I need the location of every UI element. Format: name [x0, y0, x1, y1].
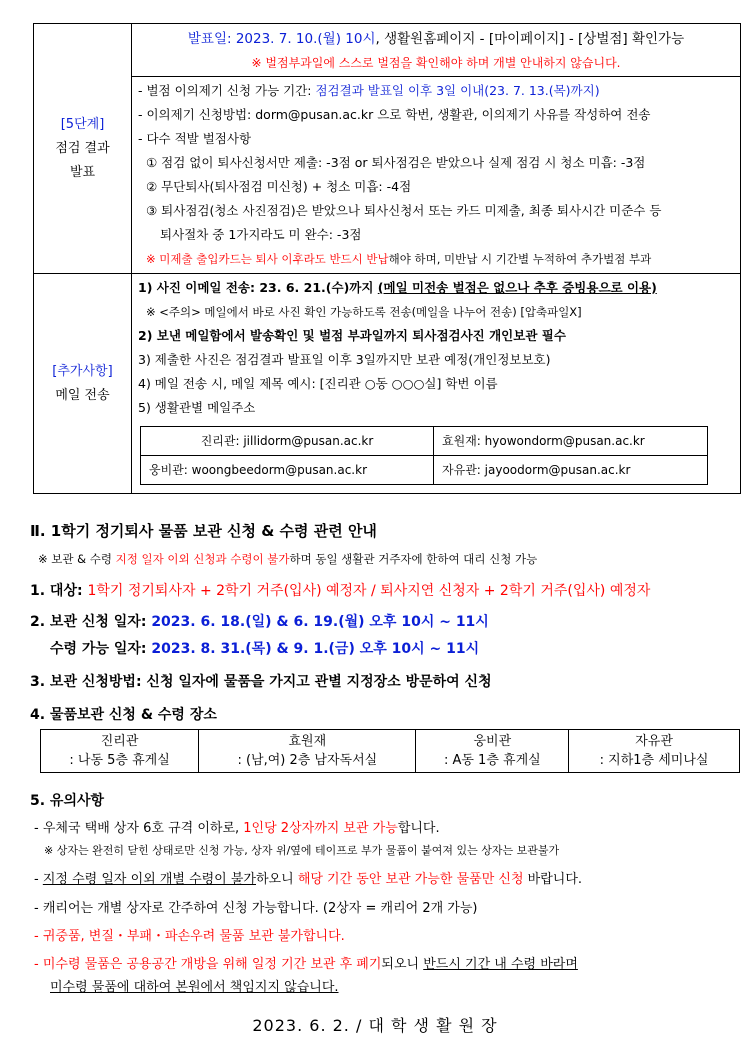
- caution-2-only: 해당 기간 동안 보관 가능한 물품만 신청: [297, 872, 524, 887]
- mail-jayoo: 자유관: jayoodorm@pusan.ac.kr: [434, 456, 708, 485]
- caution-5-must: 반드시 기간 내 수령 바라며: [423, 957, 578, 972]
- caution-1-tail: 합니다.: [397, 821, 440, 836]
- caution-3: - 캐리어는 개별 상자로 간주하여 신청 가능합니다. (2상자 = 캐리어 2개 가능): [34, 901, 478, 916]
- step5-title-line2: 발표: [69, 164, 96, 180]
- store-date-value: 2023. 6. 18.(일) & 6. 19.(월) 오후 10시 ~ 11시: [151, 614, 489, 630]
- place-woongbi: 웅비관 : A동 1층 휴게실: [416, 730, 569, 773]
- objection-method: - 이의제기 신청방법: dorm@pusan.ac.kr 으로 학번, 생활관, 이의제기 사유를 작성하여 전송: [138, 107, 651, 122]
- caution-2: -: [34, 872, 43, 887]
- objection-period-label: - 벌점 이의제기 신청 가능 기간:: [138, 83, 316, 98]
- objection-cell: [132, 77, 741, 274]
- place-title: 4. 물품보관 신청 & 수령 장소: [30, 707, 217, 723]
- receive-date-label: 수령 가능 일자:: [50, 641, 152, 657]
- step5-label: [34, 24, 132, 274]
- penalty-item-1: ① 점검 없이 퇴사신청서만 제출: -3점 or 퇴사점검은 받았으나 실제 점검 시 청소 미흡: -3점: [146, 155, 646, 170]
- announce-date: 발표일: 2023. 7. 10.(월) 10시: [187, 31, 376, 47]
- store-method: 3. 보관 신청방법: 신청 일자에 물품을 가지고 관별 지정장소 방문하여 신청: [30, 674, 492, 690]
- objection-period-value: 점검결과 발표일 이후 3일 이내(23. 7. 13.(목)까지): [315, 83, 600, 98]
- section2-note-tail: 하며 동일 생활관 거주자에 한하여 대리 신청 가능: [289, 552, 538, 566]
- card-note: ※ 미제출 출입카드는 퇴사 이후라도 반드시 반납: [146, 252, 389, 266]
- caution-title: 5. 유의사항: [30, 793, 105, 809]
- announce-warning: ※ 벌점부과일에 스스로 벌점을 확인해야 하며 개별 안내하지 않습니다.: [251, 56, 621, 70]
- mail-item-5: 5) 생활관별 메일주소: [138, 400, 256, 415]
- step5-tag: [5단계]: [60, 116, 105, 132]
- caution-1-limit: 1인당 2상자까지 보관 가능: [243, 821, 398, 836]
- penalty-title: - 다수 적발 벌점사항: [138, 131, 252, 146]
- section2-note: ※ 보관 & 수령: [38, 552, 116, 566]
- place-jinri: 진리관 : 나동 5층 휴게실: [41, 730, 199, 773]
- caution-5-mid: 되오니: [381, 957, 424, 972]
- section2-note-warn: 지정 일자 이외 신청과 수령이 불가: [115, 552, 290, 566]
- mail-caution: ※ <주의> 메일에서 바로 사진 확인 가능하도록 전송(메일을 나누어 전송) [압축파일X]: [146, 305, 582, 319]
- caution-2-mid: 하오니: [256, 872, 298, 887]
- section2-title: Ⅱ. 1학기 정기퇴사 물품 보관 신청 & 수령 관련 안내: [30, 522, 377, 540]
- checkout-process-table: [33, 23, 741, 494]
- target-value: 1학기 정기퇴사자 + 2학기 거주(입사) 예정자 / 퇴사지연 신청자 + 2학기 거주(입사) 예정자: [87, 583, 651, 599]
- penalty-item-2: ② 무단퇴사(퇴사점검 미신청) + 청소 미흡: -4점: [146, 179, 412, 194]
- mail-hyowon: 효원재: hyowondorm@pusan.ac.kr: [434, 427, 708, 456]
- caution-1-note: ※ 상자는 완전히 닫힌 상태로만 신청 가능, 상자 위/옆에 테이프로 부가 물품이 붙여져 있는 상자는 보관불가: [44, 844, 560, 857]
- receive-date-value: 2023. 8. 31.(목) & 9. 1.(금) 오후 10시 ~ 11시: [151, 641, 480, 657]
- penalty-item-3: ③ 퇴사점검(청소 사진점검)은 받았으나 퇴사신청서 또는 카드 미제출, 최종 퇴사시간 미준수 등: [146, 203, 662, 218]
- storage-place-table: [40, 729, 740, 773]
- announcement-cell: [132, 24, 741, 77]
- mail-woongbi: 웅비관: woongbeedorm@pusan.ac.kr: [141, 456, 434, 485]
- caution-2-tail: 바랍니다.: [523, 872, 583, 887]
- mail-item-3: 3) 제출한 사진은 점검결과 발표일 이후 3일까지만 보관 예정(개인정보보호): [138, 352, 551, 367]
- caution-1: - 우체국 택배 상자 6호 규격 이하로,: [34, 821, 244, 836]
- place-hyowon: 효원재 : (남,여) 2층 남자독서실: [199, 730, 416, 773]
- signature: 2023. 6. 2. / 대 학 생 활 원 장: [252, 1016, 498, 1035]
- mail-item-2: 2) 보낸 메일함에서 발송확인 및 벌점 부과일까지 퇴사점검사진 개인보관 필수: [138, 328, 566, 343]
- mail-item-1-note: (메일 미전송 벌점은 없으나 추후 증빙용으로 이용): [377, 280, 657, 295]
- extra-tag: [추가사항]: [52, 363, 113, 379]
- dorm-mail-table: [140, 426, 708, 485]
- caution-5: - 미수령 물품은 공용공간 개방을 위해 일정 기간 보관 후 폐기: [34, 957, 382, 972]
- mail-jinri: 진리관: jillidorm@pusan.ac.kr: [141, 427, 434, 456]
- place-jayoo: 자유관 : 지하1층 세미나실: [569, 730, 740, 773]
- announce-where: , 생활원홈페이지 - [마이페이지] - [상벌점] 확인가능: [375, 31, 685, 47]
- caution-4: - 귀중품, 변질・부패・파손우려 물품 보관 불가합니다.: [34, 929, 345, 944]
- mail-item-4: 4) 메일 전송 시, 메일 제목 예시: [진리관 ○동 ○○○실] 학번 이름: [138, 376, 498, 391]
- step5-title-line1: 점검 결과: [55, 140, 110, 156]
- caution-2-rule: 지정 수령 일자 이외 개별 수령이 불가: [42, 872, 256, 887]
- mail-cell: [132, 274, 741, 494]
- caution-5-cont: 미수령 물품에 대하여 본원에서 책임지지 않습니다.: [50, 980, 339, 995]
- target-label: 1. 대상:: [30, 583, 88, 599]
- mail-item-1: 1) 사진 이메일 전송: 23. 6. 21.(수)까지: [138, 280, 378, 295]
- extra-title: 메일 전송: [55, 387, 110, 403]
- extra-label: [34, 274, 132, 494]
- card-note-tail: 해야 하며, 미반납 시 기간별 누적하여 추가벌점 부과: [388, 252, 652, 266]
- penalty-item-3-cont: 퇴사절차 중 1가지라도 미 완수: -3점: [160, 227, 362, 242]
- store-date-label: 2. 보관 신청 일자:: [30, 614, 152, 630]
